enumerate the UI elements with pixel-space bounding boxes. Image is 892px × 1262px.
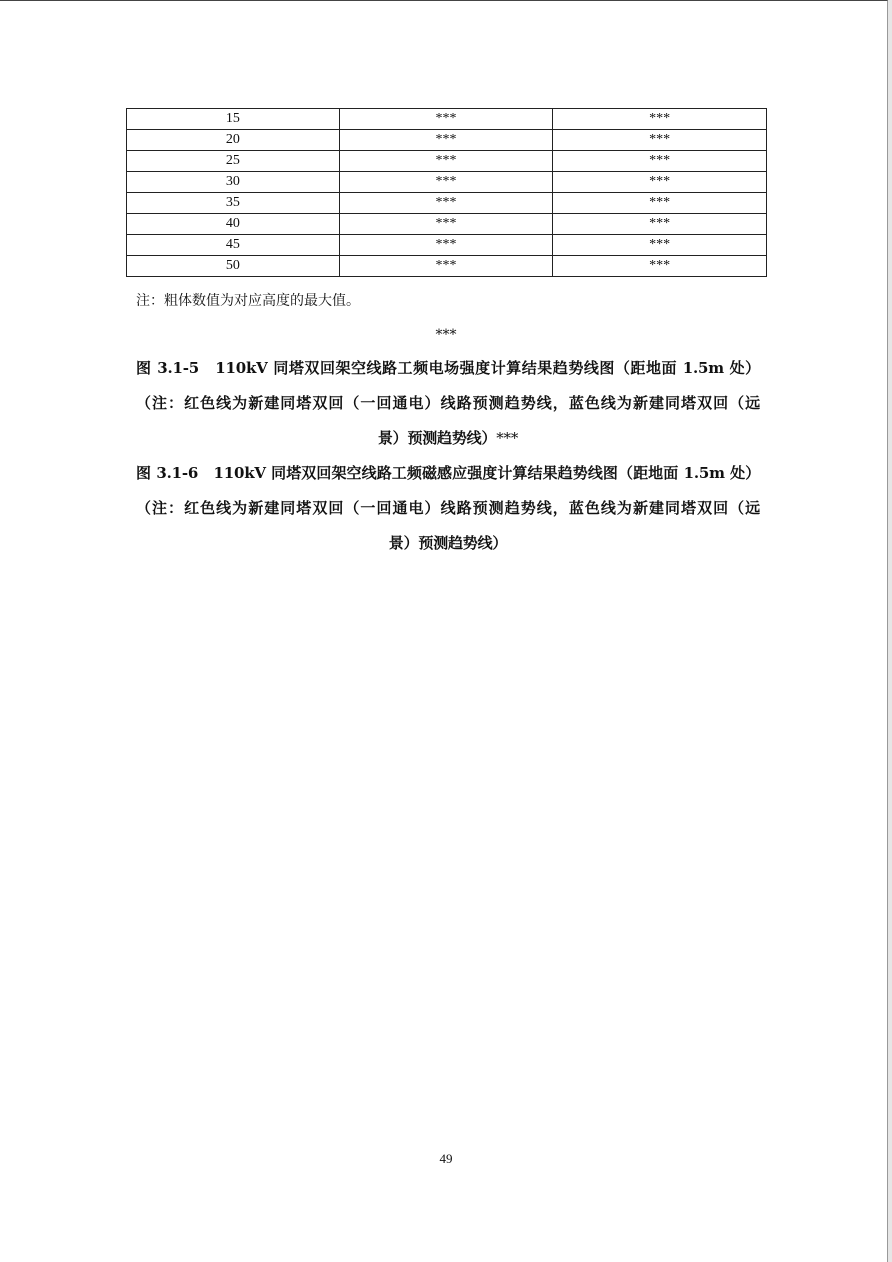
caption-note: （注：红色线为新建同塔双回（一回通电）线路预测趋势线，蓝色线为新建同塔双回（远 [136, 499, 760, 517]
table-note: 注：粗体数值为对应高度的最大值。 [136, 293, 360, 309]
table-row [127, 256, 767, 277]
page-edge-shadow [888, 0, 892, 1262]
caption-title: 图 3.1-6 110kV 同塔双回架空线路工频磁感应强度计算结果趋势线图（距地面 1.5m 处） [136, 464, 760, 482]
table-cell-height: 50 [127, 256, 340, 277]
table-row [127, 130, 767, 151]
table-cell-value: *** [553, 235, 767, 256]
table-cell-value: *** [339, 151, 553, 172]
caption-note-tail: 景）预测趋势线） [377, 429, 497, 447]
figure-caption-3-1-6 [136, 456, 760, 561]
table-row [127, 235, 767, 256]
table-cell-value: *** [553, 256, 767, 277]
table-cell-value: *** [553, 193, 767, 214]
table-cell-value: *** [553, 151, 767, 172]
caption-note-tail: 景）预测趋势线） [388, 534, 508, 552]
table-cell-height: 45 [127, 235, 340, 256]
table-row [127, 214, 767, 235]
table-cell-value: *** [339, 130, 553, 151]
table-cell-height: 20 [127, 130, 340, 151]
table-row [127, 193, 767, 214]
table-row [127, 151, 767, 172]
table-cell-value: *** [339, 109, 553, 130]
figure-placeholder: *** [435, 327, 457, 343]
table-row [127, 109, 767, 130]
table-cell-value: *** [339, 256, 553, 277]
table-cell-height: 40 [127, 214, 340, 235]
caption-note-end [136, 421, 760, 456]
table-cell-height: 15 [127, 109, 340, 130]
table-cell-height: 25 [127, 151, 340, 172]
table-row [127, 172, 767, 193]
table-cell-value: *** [553, 130, 767, 151]
caption-suffix-placeholder: *** [496, 429, 519, 447]
page-number: 49 [439, 1151, 453, 1166]
table-cell-value: *** [339, 235, 553, 256]
results-table [126, 108, 767, 277]
figure-caption-3-1-5 [136, 351, 760, 456]
table-cell-value: *** [339, 193, 553, 214]
table-cell-height: 30 [127, 172, 340, 193]
caption-note: （注：红色线为新建同塔双回（一回通电）线路预测趋势线，蓝色线为新建同塔双回（远 [136, 394, 760, 412]
table-cell-value: *** [553, 214, 767, 235]
caption-title: 图 3.1-5 110kV 同塔双回架空线路工频电场强度计算结果趋势线图（距地面 1.5m 处） [136, 359, 760, 377]
table-cell-value: *** [339, 214, 553, 235]
table-cell-value: *** [553, 109, 767, 130]
table-cell-value: *** [339, 172, 553, 193]
table-cell-value: *** [553, 172, 767, 193]
table-cell-height: 35 [127, 193, 340, 214]
